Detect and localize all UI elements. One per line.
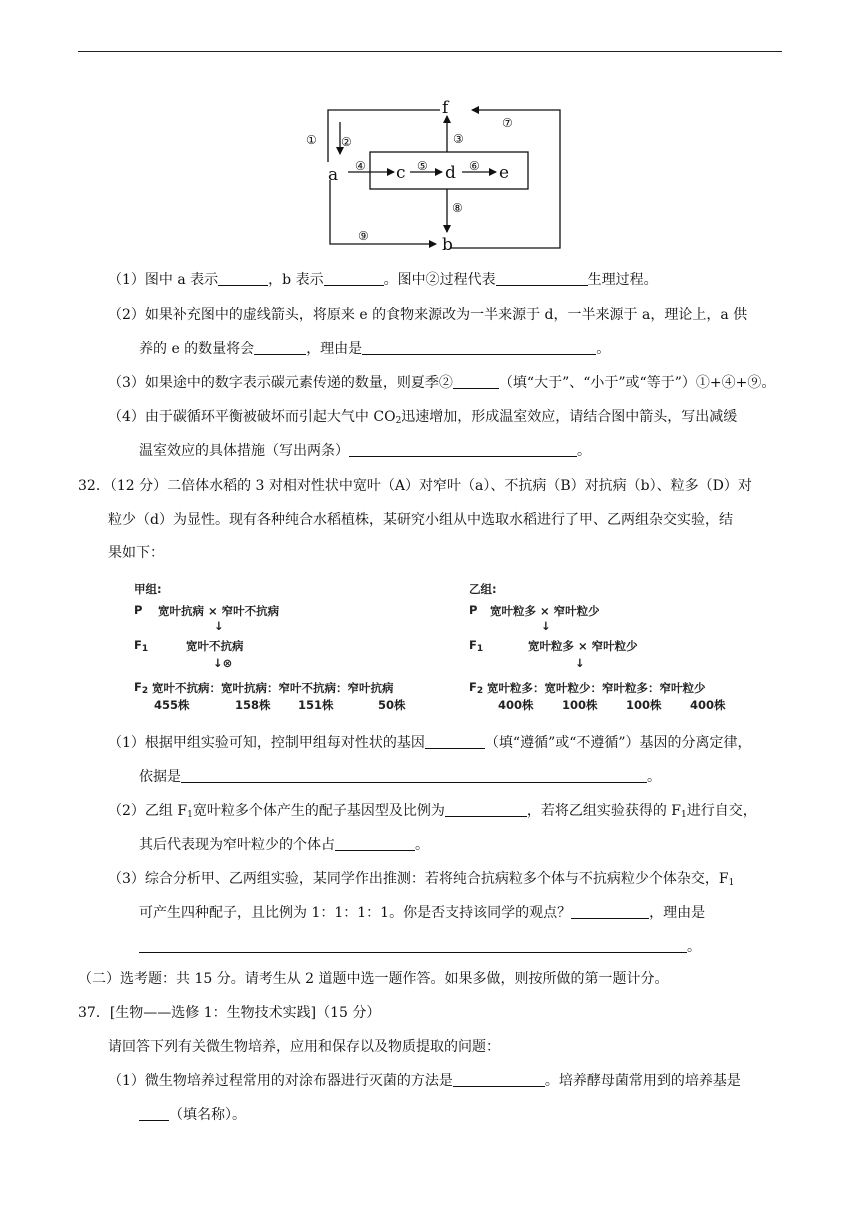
q37-heading: 37．[生物——选修 1：生物技术实践]（15 分）	[78, 1005, 381, 1021]
node-a: a	[328, 165, 339, 185]
label-4: ④	[355, 159, 366, 173]
answer-blank[interactable]	[445, 802, 527, 817]
q31-part4-line2: 温室效应的具体措施（写出两条） 。	[139, 443, 591, 459]
label-9: ⑨	[358, 229, 369, 243]
yi-f2-label: $F_2$	[469, 680, 484, 696]
down-arrow: ↓	[575, 656, 585, 670]
answer-blank[interactable]	[139, 938, 687, 953]
answer-blank[interactable]	[571, 904, 649, 919]
q32-intro-line3: 果如下：	[108, 545, 164, 561]
q32-part2-line2: 其后代表现为窄叶粒少的个体占 。	[139, 837, 429, 853]
q32-part3-line2: 可产生四种配子，且比例为 1：1：1：1。你是否支持该同学的观点？ ，理由是	[139, 905, 706, 921]
jia-title: 甲组:	[134, 582, 162, 596]
q32-part2-line1: （2）乙组 $F_1$宽叶粒多个体产生的配子基因型及比例为 ，若将乙组实验获得的 $F_1$进行自交，	[108, 803, 757, 820]
node-b: b	[442, 235, 453, 252]
node-f: f	[442, 98, 449, 118]
answer-blank[interactable]	[453, 1072, 545, 1087]
answer-blank[interactable]	[362, 340, 596, 355]
yi-count-4: 400株	[690, 698, 726, 712]
q37-part1-line1: （1）微生物培养过程常用的对涂布器进行灭菌的方法是 。培养酵母菌常用到的培养基是	[108, 1073, 741, 1089]
node-d: d	[445, 163, 456, 183]
node-c: c	[396, 163, 406, 183]
q37-part1-line2: （填名称）。	[139, 1105, 246, 1125]
q32-part1-line1: （1）根据甲组实验可知，控制甲组每对性状的基因 （填“遵循”或“不遵循”）基因的分离定律，	[108, 735, 752, 751]
q31-part4-line1: （4）由于碳循环平衡被破坏而引起大气中 $CO_2$迅速增加，形成温室效应，请结合图中箭头，写出减缓	[108, 409, 738, 426]
label-2: ②	[341, 135, 352, 149]
answer-blank[interactable]	[218, 271, 268, 286]
yi-count-2: 100株	[562, 698, 598, 712]
down-arrow: ↓	[541, 619, 551, 633]
yi-count-3: 100株	[626, 698, 662, 712]
yi-title: 乙组:	[469, 582, 497, 596]
jia-f2-ratio: 宽叶不抗病：宽叶抗病：窄叶不抗病：窄叶抗病	[152, 681, 394, 695]
answer-blank[interactable]	[254, 340, 306, 355]
q32-part1-line2: 依据是 。	[139, 769, 661, 785]
label-6: ⑥	[469, 159, 480, 173]
q31-part3: （3）如果途中的数字表示碳元素传递的数量，则夏季② （填“大于”、“小于”或“等于”）①+④+⑨。	[108, 375, 776, 391]
q31-part2-line2: 养的 e 的数量将会 ，理由是 。	[139, 341, 611, 357]
label-5: ⑤	[417, 159, 428, 173]
q31-part1: （1）图中 a 表示 ，b 表示 。图中②过程代表 生理过程。	[108, 272, 658, 288]
jia-f2-label: $F_2$	[134, 680, 149, 696]
label-3: ③	[453, 132, 464, 146]
header-rule	[78, 51, 782, 52]
jia-count-2: 158株	[235, 698, 271, 712]
label-8: ⑧	[452, 201, 463, 215]
jia-count-4: 50株	[378, 698, 406, 712]
jia-f1: 宽叶不抗病	[186, 639, 244, 653]
q32-intro-line1: 32．（12 分）二倍体水稻的 3 对相对性状中宽叶（A）对窄叶（a）、不抗病（B）对抗病（b）、粒多（D）对	[78, 478, 752, 494]
node-e: e	[499, 163, 510, 183]
q32-part3-line3: 。	[139, 937, 701, 957]
answer-blank[interactable]	[496, 271, 588, 286]
label-1: ①	[306, 133, 317, 147]
jia-count-3: 151株	[298, 698, 334, 712]
yi-f1: 宽叶粒多 × 窄叶粒少	[528, 639, 638, 653]
yi-p-label: P	[469, 603, 478, 617]
answer-blank[interactable]	[349, 442, 577, 457]
yi-f1-label: $F_1$	[469, 638, 484, 654]
q32-part3-line1: （3）综合分析甲、乙两组实验，某同学作出推测：若将纯合抗病粒多个体与不抗病粒少个体杂交，$F_1$	[108, 871, 735, 888]
section-2-heading: （二）选考题：共 15 分。请考生从 2 道题中选一题作答。如果多做，则按所做的第一题计分。	[78, 971, 669, 987]
down-arrow: ↓	[214, 619, 224, 633]
answer-blank[interactable]	[181, 768, 647, 783]
yi-p-cross: 宽叶粒多 × 窄叶粒少	[490, 604, 600, 618]
self-cross-icon: ↓⊗	[213, 656, 233, 670]
jia-f1-label: $F_1$	[134, 638, 149, 654]
yi-count-1: 400株	[498, 698, 534, 712]
jia-count-1: 455株	[154, 698, 190, 712]
q37-intro: 请回答下列有关微生物培养，应用和保存以及物质提取的问题：	[108, 1039, 500, 1055]
yi-f2-ratio: 宽叶粒多：宽叶粒少：窄叶粒多：窄叶粒少	[487, 681, 706, 695]
jia-p-cross: 宽叶抗病 × 窄叶不抗病	[158, 604, 280, 618]
q32-intro-line2: 粒少（d）为显性。现有各种纯合水稻植株，某研究小组从中选取水稻进行了甲、乙两组杂交实验，结	[108, 512, 733, 528]
label-7: ⑦	[502, 116, 513, 130]
answer-blank[interactable]	[324, 271, 384, 286]
answer-blank[interactable]	[335, 836, 415, 851]
carbon-cycle-diagram	[290, 92, 580, 252]
answer-blank[interactable]	[425, 734, 485, 749]
jia-p-label: P	[134, 603, 143, 617]
q31-part2-line1: （2）如果补充图中的虚线箭头，将原来 e 的食物来源改为一半来源于 d，一半来源于 a，理论上，a 供	[108, 307, 748, 323]
answer-blank[interactable]	[139, 1106, 169, 1121]
answer-blank[interactable]	[453, 374, 499, 389]
